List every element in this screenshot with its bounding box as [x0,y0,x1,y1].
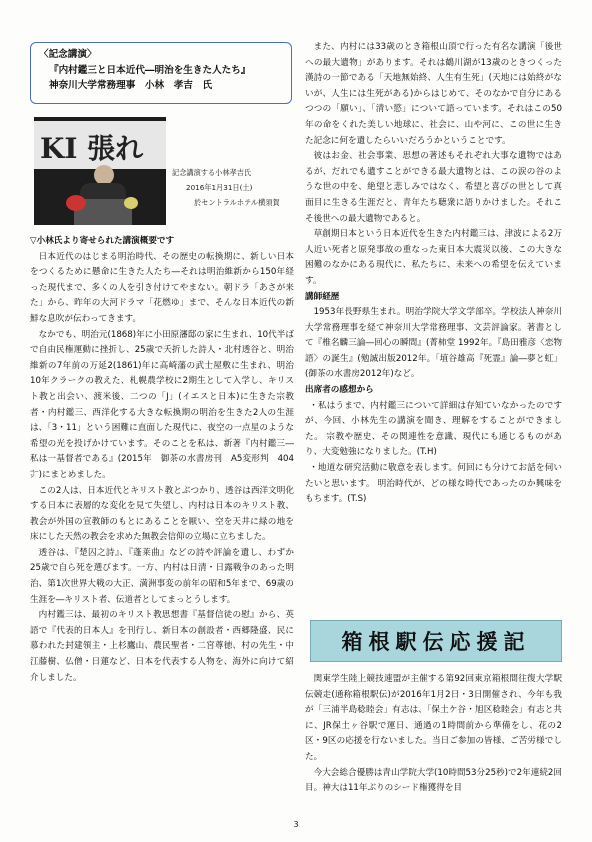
right-column [305,40,562,508]
page-number: 3 [293,820,299,829]
hakone-section [305,672,562,797]
caption-line: 2016年1月31日(土) [186,183,253,192]
paragraph: 内村鑑三は、最初のキリスト教思想書『基督信徒の慰』から、英語で『代表的日本人』を刊行し、新日本の創設者・西郷隆盛、民に慕われた封建領主・上杉鷹山、農民聖者・二宮尊徳、村の先生・中江藤樹、仏僧・日蓮など、日本を代表する人物を、海外に向けて紹介しました。 [30,610,294,683]
lecture-label: 〈記念講演〉 [39,49,97,60]
profile-heading: 講師経歴 [305,291,340,302]
profile-paragraph: 1953年長野県生まれ。明治学院大学文学部卒。学校法人神奈川大学常務理事を経て神奈川大学常務理事、文芸評論家。著書として『椎名麟三論―回心の瞬間』(菁柿堂 1992年。『島田雅彦〈恋物語〉の誕生』(勉誠出版2012年。「埴谷雄高『死霊』論―夢と虹」(御茶の水書房2012年)など。 [305,307,562,380]
paragraph: また、内村には33歳のとき箱根山頂で行った有名な講演「後世への最大遺物」があります。それは鶴川湖が13歳のときつくった漢詩の一節である「天地無始終、人生有生死」(天地には始終がないが、人生には生死がある)からはじめて、そのなかで自分にあるつつの「願い」、「清い慾」について語っています。それはこの50年の命をくれた美しい地球に、社会に、山や河に、この世に生きた記念に何を遺したらいいだろうかということです。 [305,42,562,146]
hakone-title: 箱根駅伝応援記 [341,630,531,654]
paragraph: 日本近代のはじまる明治時代、その歴史の転換期に、新しい日本をつくるために懸命に生きた人たち―それは明治維新から150年経った現代まで、多くの人を引き付けてやまない。朝ドラ「あさが来た」から、昨年の大河ドラマ「花燃ゆ」まで、そんな日本近代の新鮮な息吹が伝わってきます。 [30,251,294,324]
photo-banner-text: KI 張れ [40,132,144,165]
left-column [30,234,294,686]
caption-line: 於セントラルホテル横須賀 [194,198,280,207]
lecture-title: 『内村鑑三と日本近代―明治を生きた人たち』 [49,64,251,76]
paragraph: この2人は、日本近代とキリスト教とぶつかり、透谷は西洋文明化する日本に表層的な変化を見て失望し、内村は日本のキリスト教、教会が外国の宣教師のもとにあることを厭い、空を天井に緑の地を床にした天然の教会を求めた無教会信仰の立場に立ちました。 [30,485,294,543]
paragraph: 透谷は、『楚囚之詩』、『蓬莱曲』などの詩や評論を遺し、わずか25歳で自ら死を選びます。一方、内村は日清・日露戦争のあった明治、第1次世界大戦の大正、満洲事変の前年の昭和5年まで、69歳の生涯を―キリスト者、伝道者としてまっとうします。 [30,547,294,605]
paragraph: 彼はお金、社会事業、思想の著述もそれぞれ大事な遺物ではあるが、だれでも遺すことができる最大遺物とは、この涙の谷のような世の中を、絶望と悲しみではなく、希望と喜びの世として真面目に生きる生涯だと、青年たち聴衆に語りかけました。それこそ後世への最大遺物であると。 [305,151,562,224]
summary-heading: ▽小林氏より寄せられた講演概要です [30,236,175,246]
photo-banner [34,121,166,169]
flower-arrangement-2 [124,197,138,209]
paragraph: 草創期日本という日本近代を生きた内村鑑三は、津波による2万人近い死者と原発事故の重なった東日本大震災以後、この大きな困難のなかにある現代に、私たちに、未来への希望を伝えています。 [305,229,562,286]
photo-caption [172,165,292,210]
caption-line: 記念講演する小林孝吉氏 [172,168,252,177]
hakone-title-box [310,620,562,662]
impression: ・私はうまで、内村鑑三について詳細は存知ていなかったのですが、今回、小林先生の講演を聞き、理解をすることができました。 宗教や歴史、その関連性を意識、現代にも通じるものがあり、大変勉強になりました。(T.H) [305,400,562,458]
paragraph: 今大会総合優勝は青山学院大学(10時間53分25秒)で2年連続2回目。神大は11年ぶりのシード権獲得を目 [305,767,562,794]
lecture-header-box [30,42,292,104]
impressions-heading: 出席者の感想から [305,385,374,396]
lecture-photo [34,117,166,225]
lecture-speaker: 神奈川大学常務理事 小林 孝吉 氏 [49,80,213,91]
speaker-head [94,165,114,185]
flower-arrangement [66,195,86,211]
paragraph: なかでも、明治元(1868)年に小田原瀋邸の家に生まれ、10代半ばで自由民権運動に挫折し、25歳で夭折した詩人・北村透谷と、明治維新の7年前の万延2(1861)年に高崎藩の武士屋敷に生まれ、明治10年クラークの教えた、札幌農学校に2期生として入学し、キリスト教と出会い、渡米後、二つの「J」(イエスと日本)に生きた宗教者・内村鑑三、西洋化する大きな転換期の明治を生きた2人の生涯は、「3・11」という困難に直面した現代に、夜空の一点星のような希望の光を投げかけています。そのことを私は、新著『内村鑑三―私は一基督者である』(2015年 御茶の水書房刊 A5変形判 404㌻)にまとめました。 [30,329,294,480]
impression: ・地道な研究活動に敬意を表します。何回にも分けてお話を伺いたいと思います。 明治時代が、どの様な時代であったのか興味をもちます。(T.S) [305,463,562,505]
paragraph: 関東学生陸上競技連盟が主催する第92回東京箱根間往復大学駅伝競走(通称箱根駅伝)が2016年1月2日・3日開催され、今年も我が「三浦半島稔睦会」有志は、「保土ケ谷・旭区稔睦会」有志と共に、JR保土ヶ谷駅で運日、通過の1時間前から準備をし、花の2区・9区の応援を行ないました。当日ご参加の皆様、ご苦労様でした。 [305,674,562,762]
